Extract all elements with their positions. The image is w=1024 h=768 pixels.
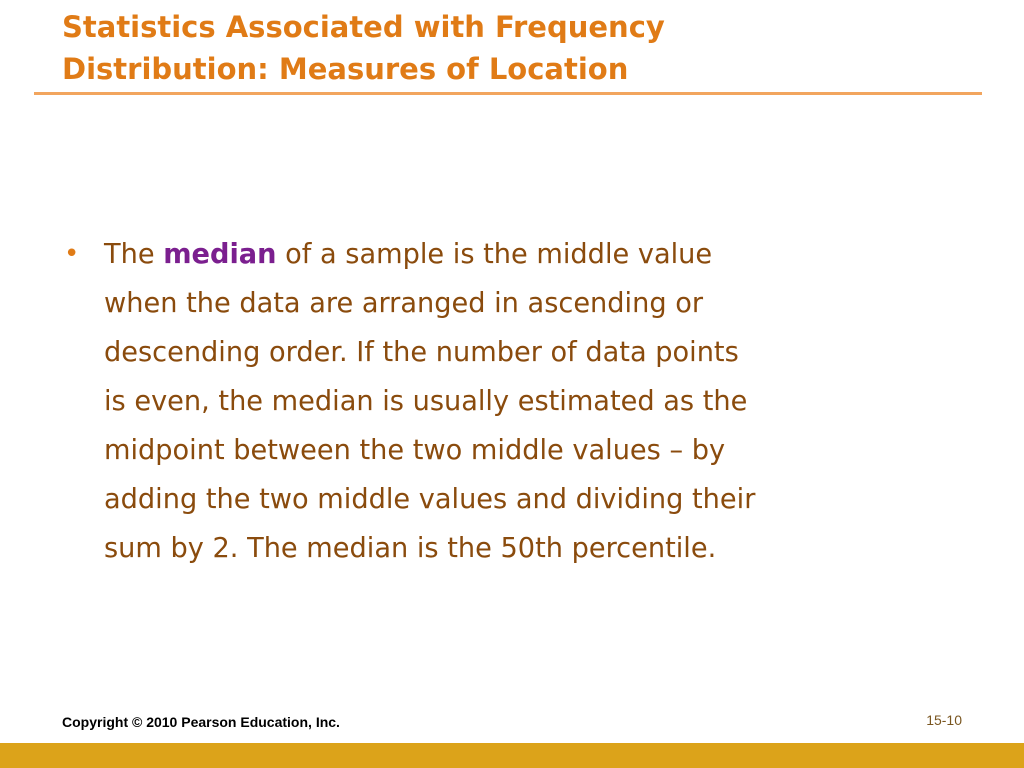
slide-title-line-2: Distribution: Measures of Location <box>62 52 629 86</box>
footer-bar <box>0 743 1024 768</box>
slide-title-line-1: Statistics Associated with Frequency <box>62 10 665 44</box>
bullet-line-1 <box>104 230 944 279</box>
highlighted-term: median <box>163 239 277 270</box>
bullet-dot-icon: • <box>64 239 80 269</box>
bullet-item-median <box>64 230 944 573</box>
bullet-line-7: sum by 2. The median is the 50th percentile. <box>104 533 717 564</box>
bullet-list <box>64 230 944 573</box>
slide-number: 15-10 <box>926 712 962 728</box>
copyright-notice: Copyright © 2010 Pearson Education, Inc. <box>62 714 340 730</box>
title-divider <box>34 92 982 95</box>
bullet-line-4: is even, the median is usually estimated as the <box>104 386 748 417</box>
bullet-line-5: midpoint between the two middle values – by <box>104 435 726 466</box>
bullet-line-6: adding the two middle values and dividing their <box>104 484 756 515</box>
bullet-line-1-rest: of a sample is the middle value <box>276 239 713 270</box>
bullet-text <box>104 230 944 573</box>
slide-title <box>62 6 1002 90</box>
bullet-prefix: The <box>104 239 164 270</box>
bullet-line-3: descending order. If the number of data points <box>104 337 739 368</box>
bullet-line-2: when the data are arranged in ascending or <box>104 288 704 319</box>
